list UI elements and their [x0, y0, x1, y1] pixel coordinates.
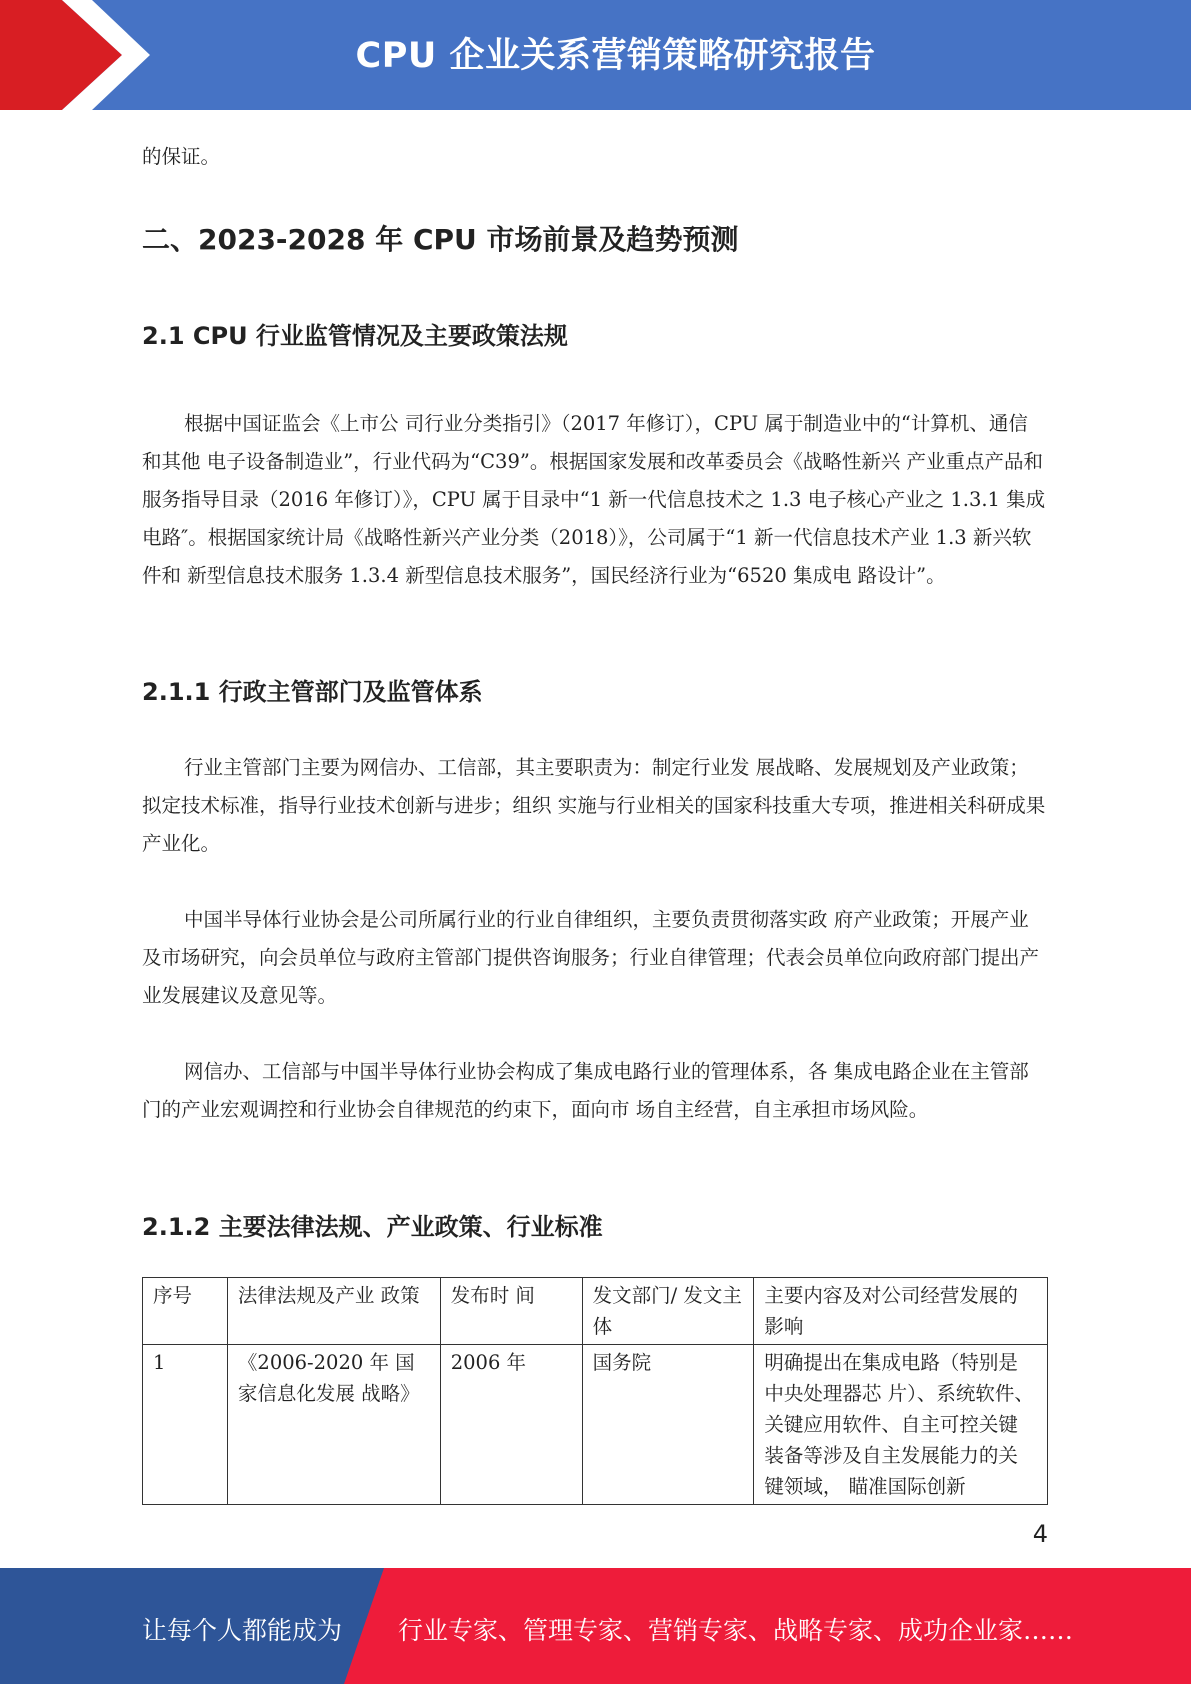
table-cell: 《2006-2020 年 国家信息化发展 战略》 — [227, 1345, 440, 1505]
table-cell: 1 — [143, 1345, 228, 1505]
section-2-title: 二、2023-2028 年 CPU 市场前景及趋势预测 — [142, 223, 739, 256]
page-header — [0, 0, 1191, 110]
section-2-1-1-title: 2.1.1 行政主管部门及监管体系 — [142, 678, 483, 706]
table-header-cell: 发布时 间 — [440, 1278, 582, 1345]
section-2-1-2-title: 2.1.2 主要法律法规、产业政策、行业标准 — [142, 1213, 603, 1241]
table-header-cell: 主要内容及对公司经营发展的影响 — [754, 1278, 1048, 1345]
regulations-table — [142, 1277, 1048, 1505]
footer-slogan-left: 让每个人都能成为 — [142, 1616, 343, 1645]
page-footer — [0, 1568, 1191, 1684]
table-row — [143, 1345, 1048, 1505]
section-2-1-1-paragraph-2: 中国半导体行业协会是公司所属行业的行业自律组织，主要负责贯彻落实政 府产业政策；开展产业及市场研究，向会员单位与政府主管部门提供咨询服务；行业自律管理；代表会员单位向政府部门提出产业发展建议及意见等。 — [142, 908, 1040, 1007]
intro-fragment: 的保证。 — [142, 145, 221, 168]
table-header-cell: 法律法规及产业 政策 — [227, 1278, 440, 1345]
section-2-1-paragraph: 根据中国证监会《上市公 司行业分类指引》（2017 年修订），CPU 属于制造业中的“计算机、通信和其他 电子设备制造业”，行业代码为“C39”。根据国家发展和改革委员会《战略性新兴 产业重点产品和服务指导目录（2016 年修订）》，CPU 属于目录中“1 新一代信息技术之 1.3 电子核心产业之 1.3.1 集成电路″。根据国家统计局《战略性新兴产业分类（2018）》，公司属于“1 新一代信息技术产业 1.3 新兴软件和 新型信息技术服务 1.3.4 新型信息技术服务”，国民经济行业为“6520 集成电 路设计”。 — [142, 412, 1046, 587]
table-header-cell: 序号 — [143, 1278, 228, 1345]
page-number: 4 — [1032, 1520, 1048, 1548]
footer-slogan-right: 行业专家、管理专家、营销专家、战略专家、成功企业家…… — [398, 1616, 1074, 1645]
section-2-1-1-paragraph-3: 网信办、工信部与中国半导体行业协会构成了集成电路行业的管理体系，各 集成电路企业在主管部门的产业宏观调控和行业协会自律规范的约束下，面向市 场自主经营，自主承担市场风险。 — [142, 1060, 1029, 1121]
table-cell: 国务院 — [582, 1345, 754, 1505]
table-cell: 明确提出在集成电路（特别是中央处理器芯 片）、系统软件、关键应用软件、自主可控关键装备等涉及自主发展能力的关键领域， 瞄准国际创新 — [754, 1345, 1048, 1505]
table-header-row — [143, 1278, 1048, 1345]
table-cell: 2006 年 — [440, 1345, 582, 1505]
table-header-cell: 发文部门/ 发文主体 — [582, 1278, 754, 1345]
section-2-1-1-paragraph-1: 行业主管部门主要为网信办、工信部，其主要职责为：制定行业发 展战略、发展规划及产业政策；拟定技术标准，指导行业技术创新与进步；组织 实施与行业相关的国家科技重大专项，推进相关科研成果产业化。 — [142, 756, 1046, 855]
section-2-1-title: 2.1 CPU 行业监管情况及主要政策法规 — [142, 322, 568, 350]
report-title: CPU 企业关系营销策略研究报告 — [355, 36, 876, 76]
